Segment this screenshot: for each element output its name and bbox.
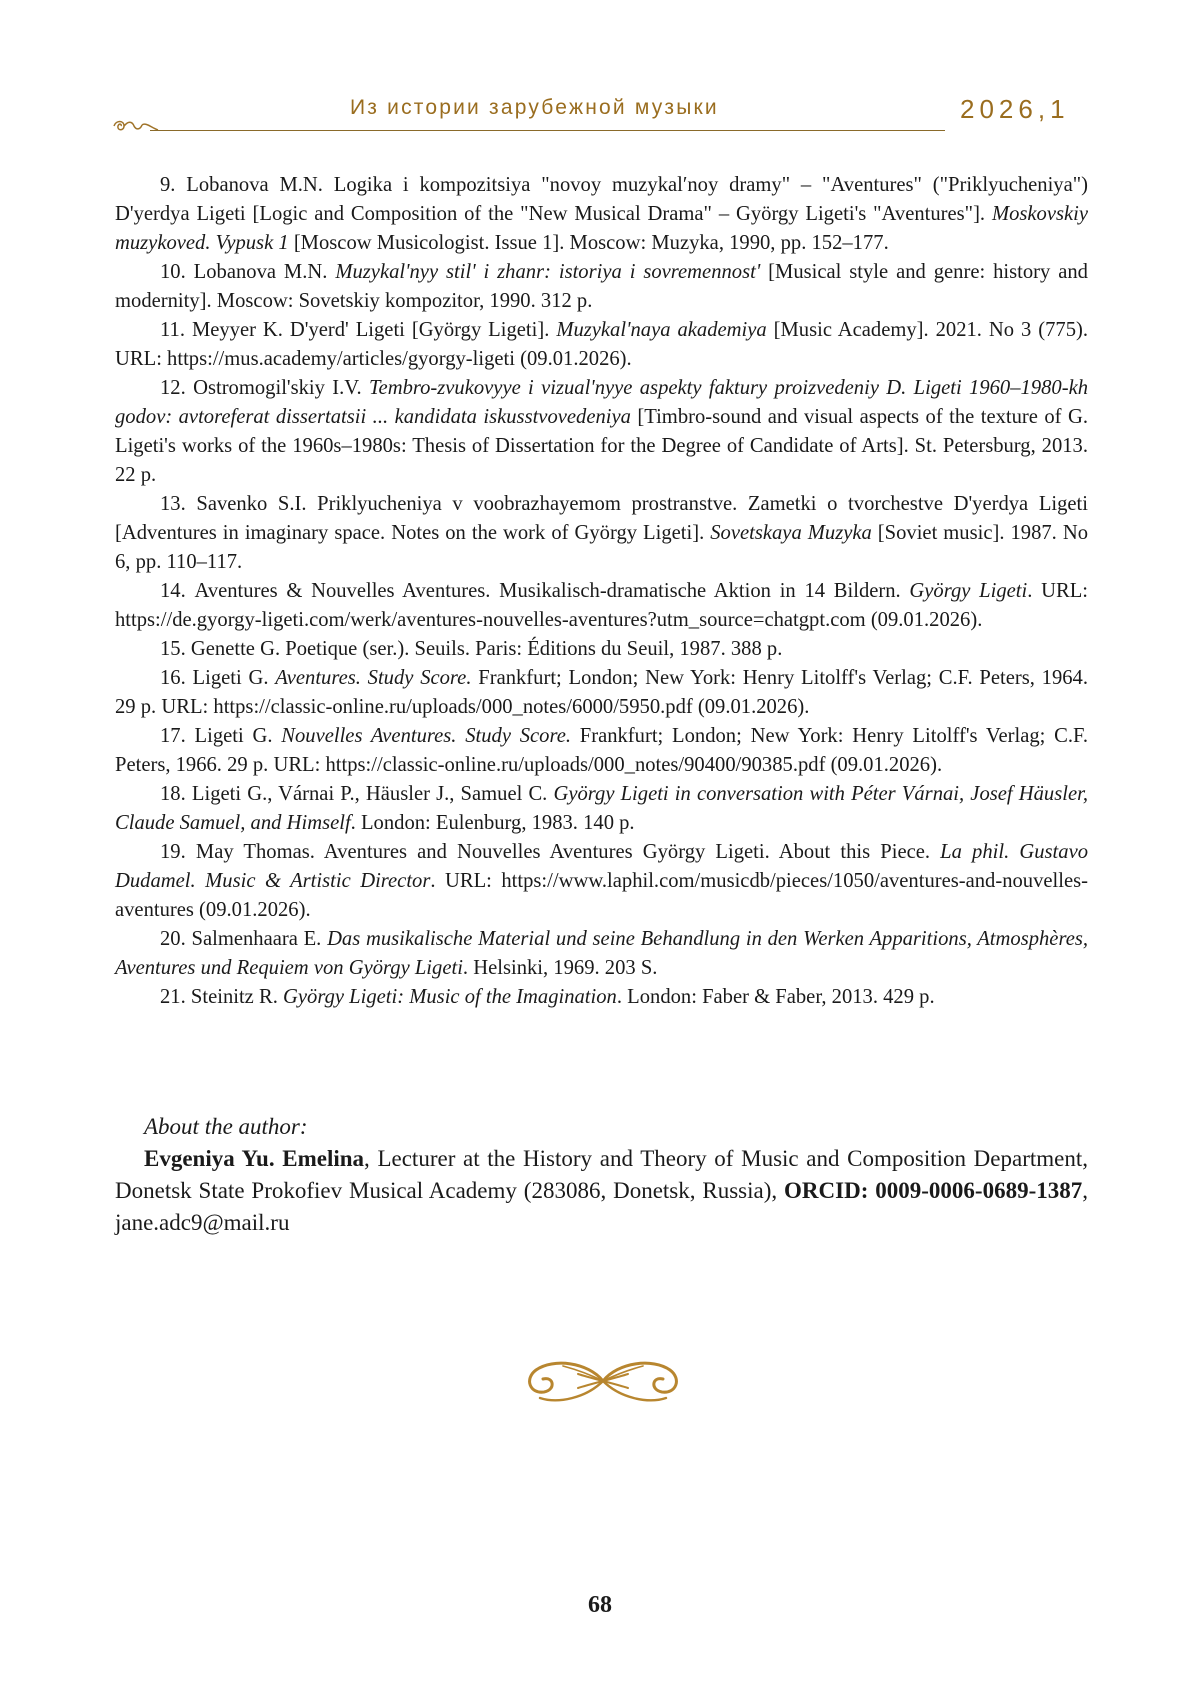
reference-item-18 — [115, 780, 1088, 838]
reference-title: György Ligeti in conversation with Péter Várnai, Josef Häusler, Claude Samuel, and Himself — [115, 783, 1088, 834]
reference-item-19 — [115, 838, 1088, 925]
reference-text: Ligeti G., Várnai P., Häusler J., Samuel C. — [191, 783, 554, 805]
reference-title: Das musikalische Material und seine Behandlung in den Werken Apparitions, Atmosphères, Aventures und Requiem von György Ligeti — [115, 928, 1088, 979]
reference-text: [Soviet music]. 1987. No 6, pp. 110–117. — [115, 522, 1089, 573]
reference-text: Aventures & Nouvelles Aventures. Musikalisch-dramatische Aktion in 14 Bildern. — [194, 580, 910, 602]
reference-item-16 — [115, 664, 1088, 722]
reference-number: 9. — [160, 174, 176, 196]
about-author-section — [115, 1111, 1088, 1239]
reference-text: [Music Academy]. 2021. No 3 (775). URL: https://mus.academy/articles/gyorgy-ligeti (09.01.2026). — [115, 319, 1088, 370]
reference-number: 12. — [160, 377, 186, 399]
reference-text: Steinitz R. — [190, 986, 284, 1008]
journal-section-title: Из истории зарубежной музыки — [350, 96, 719, 119]
page-header — [0, 0, 1200, 150]
reference-title: Aventures. Study Score. — [275, 667, 472, 689]
reference-item-20 — [115, 925, 1088, 983]
reference-number: 11. — [160, 319, 185, 341]
reference-item-21 — [115, 983, 1088, 1012]
reference-text: Ostromogil'skiy I.V. — [193, 377, 369, 399]
reference-text: Ligeti G. — [194, 725, 282, 747]
reference-item-13 — [115, 490, 1088, 577]
reference-text: Lobanova M.N. — [193, 261, 336, 283]
page-number: 68 — [588, 1592, 612, 1618]
reference-text: Salmenhaara E. — [191, 928, 328, 950]
reference-text: Frankfurt; London; New York: Henry Litolff's Verlag; C.F. Peters, 1966. 29 p. URL: https://classic-online.ru/uploads/000_notes/90400/90385.pdf (09.01.2026). — [115, 725, 1088, 776]
about-author-label: About the author: — [144, 1114, 308, 1139]
reference-text: Ligeti G. — [192, 667, 276, 689]
reference-text: Meyyer K. D'yerd' Ligeti [György Ligeti]. — [191, 319, 557, 341]
reference-item-10 — [115, 258, 1088, 316]
reference-text: . London: Faber & Faber, 2013. 429 p. — [616, 986, 935, 1008]
reference-title: Muzykal'nyy stil' i zhanr: istoriya i sovremennost' — [335, 261, 761, 283]
reference-text: . London: Eulenburg, 1983. 140 p. — [350, 812, 635, 834]
reference-title: La phil. Gustavo Dudamel. Music & Artistic Director — [115, 841, 1089, 892]
reference-text: [Musical style and genre: history and modernity]. Moscow: Sovetskiy kompozitor, 1990. 312 p. — [115, 261, 1088, 312]
reference-text: Lobanova M.N. Logika i kompozitsiya "novoy muzykal′noy dramy" – "Aventures" ("Priklyucheniya") D'yerdya Ligeti [Logic and Composition of the "New Musical Drama" – György Ligeti's "Aventures"]. — [115, 174, 1088, 225]
reference-number: 16. — [160, 667, 186, 689]
reference-text: . Helsinki, 1969. 203 S. — [462, 957, 658, 979]
reference-number: 20. — [160, 928, 186, 950]
reference-list — [115, 171, 1088, 1012]
reference-number: 17. — [160, 725, 186, 747]
reference-number: 21. — [160, 986, 186, 1008]
reference-item-12 — [115, 374, 1088, 490]
reference-text: [Timbro-sound and visual aspects of the texture of G. Ligeti's works of the 1960s–1980s: Thesis of Dissertation for the Degree of Candidate of Arts]. St. Petersburg, 2013. 22 p. — [115, 406, 1088, 486]
header-rule — [150, 130, 945, 131]
reference-number: 18. — [160, 783, 186, 805]
reference-title: Tembro-zvukovyye i vizual'nyye aspekty faktury proizvedeniy D. Ligeti 1960–1980-kh godov: avtoreferat dissertatsii ... kandidata iskusstvovedeniya — [115, 377, 1088, 428]
reference-text: Frankfurt; London; New York: Henry Litolff's Verlag; C.F. Peters, 1964. 29 p. URL: https://classic-online.ru/uploads/000_notes/6000/5950.pdf (09.01.2026). — [115, 667, 1088, 718]
reference-text: Savenko S.I. Priklyucheniya v voobrazhayemom prostranstve. Zametki o tvorchestve D'yerdya Ligeti [Adventures in imaginary space. Notes on the work of György Ligeti]. — [115, 493, 1088, 544]
about-author-body — [115, 1143, 1088, 1239]
reference-title: Moskovskiy muzykoved. Vypusk 1 — [115, 203, 1088, 254]
reference-item-15 — [115, 635, 1088, 664]
reference-number: 15. — [160, 638, 186, 660]
reference-number: 10. — [160, 261, 186, 283]
reference-number: 14. — [160, 580, 186, 602]
reference-title: György Ligeti — [909, 580, 1028, 602]
reference-text: . URL: https://de.gyorgy-ligeti.com/werk/aventures-nouvelles-aventures?utm_source=chatgpt.com (09.01.2026). — [115, 580, 1088, 631]
reference-title: György Ligeti: Music of the Imagination — [283, 986, 617, 1008]
author-description: , Lecturer at the History and Theory of Music and Composition Department, Donetsk State Prokofiev Musical Academy (283086, Donetsk, Russia), — [115, 1146, 1088, 1203]
reference-text: May Thomas. Aventures and Nouvelles Aventures György Ligeti. About this Piece. — [195, 841, 941, 863]
reference-item-9 — [115, 171, 1088, 258]
ornament-flourish-icon — [518, 1352, 688, 1410]
reference-title: Muzykal'naya akademiya — [556, 319, 767, 341]
reference-item-14 — [115, 577, 1088, 635]
reference-text: [Moscow Musicologist. Issue 1]. Moscow: Muzyka, 1990, pp. 152–177. — [288, 232, 889, 254]
reference-number: 13. — [160, 493, 186, 515]
reference-title: Nouvelles Aventures. Study Score. — [281, 725, 571, 747]
reference-text: Genette G. Poetique (ser.). Seuils. Paris: Éditions du Seuil, 1987. 388 p. — [190, 638, 783, 660]
reference-title: Sovetskaya Muzyka — [710, 522, 872, 544]
reference-item-17 — [115, 722, 1088, 780]
reference-item-11 — [115, 316, 1088, 374]
journal-issue-year: 2026,1 — [960, 94, 1070, 124]
author-name: Evgeniya Yu. Emelina — [144, 1146, 365, 1171]
author-orcid: ORCID: 0009-0006-0689-1387 — [784, 1178, 1083, 1203]
header-flourish-icon — [112, 112, 160, 138]
reference-text: . URL: https://www.laphil.com/musicdb/pieces/1050/aventures-and-nouvelles-aventures (09.01.2026). — [115, 870, 1088, 921]
reference-number: 19. — [160, 841, 186, 863]
author-email: , jane.adc9@mail.ru — [115, 1178, 1088, 1235]
